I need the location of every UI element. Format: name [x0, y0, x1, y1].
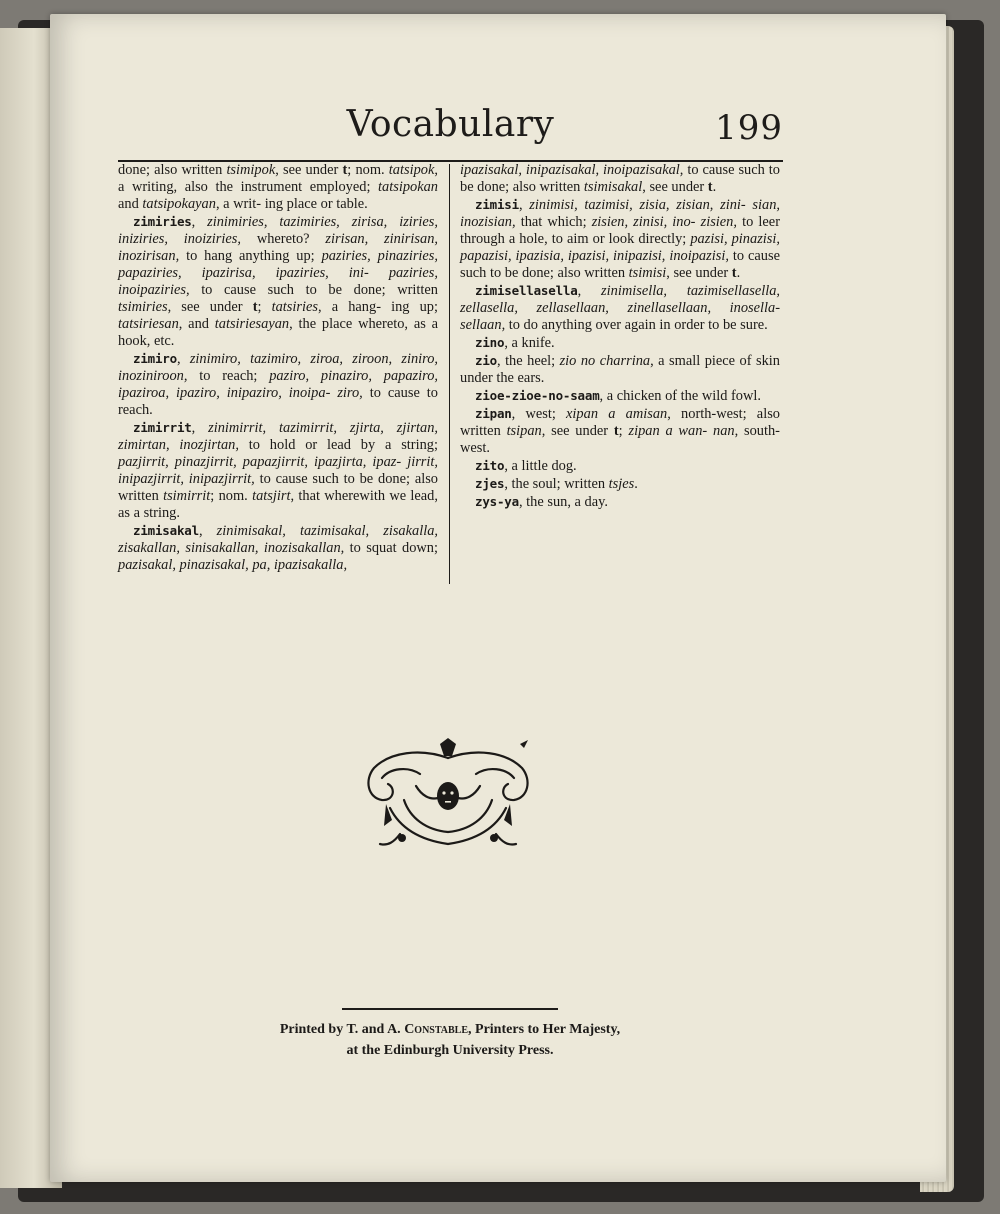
headword: zimisi [475, 197, 519, 212]
definition-text: . [736, 265, 741, 281]
italic-form: tatsjirt [252, 488, 291, 504]
italic-form: tsjes [608, 476, 635, 492]
italic-form: tsipan [506, 423, 542, 439]
definition-text: , [176, 351, 190, 367]
italic-form: tatsipok [388, 162, 435, 178]
headword: zipan [475, 406, 512, 421]
definition-text: , [577, 283, 602, 299]
definition-text: done; also written [118, 162, 227, 178]
vocabulary-entry [460, 162, 780, 196]
definition-text: to cause such to be done; written [189, 282, 438, 298]
italic-form: tatsipokan [378, 179, 438, 195]
vocabulary-entry [118, 419, 438, 522]
definition-text: to cause such to be done; also written [118, 471, 438, 504]
italic-form: zinimisi, tazimisi, zisia, zisian, zini- sian, inozisian, [460, 197, 781, 230]
italic-form: tatsiriesayan [214, 316, 290, 332]
definition-text: , the heel; [496, 353, 560, 369]
definition-text: , see under [642, 179, 708, 195]
printer-name: Constable [404, 1022, 469, 1037]
vocabulary-entry [460, 352, 780, 387]
bold-reference: t [252, 299, 258, 315]
definition-text: , a writ- ing place or table. [215, 196, 368, 212]
definition-text: to reach; [187, 368, 270, 384]
bold-reference: t [342, 162, 348, 178]
definition-text: to cause such to be done; also written [460, 248, 780, 281]
headword: zino [475, 335, 505, 350]
definition-text: ; [257, 299, 272, 315]
italic-form: tsimiries [118, 299, 168, 315]
headword: zimirrit [133, 420, 192, 435]
italic-form: paziro, pinaziro, papaziro, ipaziroa, ipaziro, inipaziro, inoipa- ziro, [118, 368, 438, 401]
vocabulary-entry [118, 522, 438, 574]
vocabulary-entry [460, 405, 780, 457]
italic-form: zirisan, zinirisan, inozirisan, [118, 231, 438, 264]
definition-text: , [518, 197, 530, 213]
bold-reference: t [731, 265, 737, 281]
definition-text: , south-west. [460, 423, 780, 456]
vocabulary-entry [460, 475, 780, 493]
definition-text: , [198, 523, 217, 539]
definition-text: . [712, 179, 717, 195]
headword: zjes [475, 476, 505, 491]
definition-text: , see under [541, 423, 614, 439]
vocabulary-entry [118, 162, 438, 213]
italic-form: zisien, zinisi, ino- zisien, [591, 214, 737, 230]
italic-form: zinimisella, tazimisellasella, zellasella, zellasellaan, zinellasellaan, inosella- sellaan, [460, 283, 780, 333]
italic-form: tsimisi [628, 265, 667, 281]
headword: zito [475, 458, 505, 473]
colophon-text: , Printers to Her Majesty, [468, 1022, 621, 1037]
definition-text: , the soul; written [504, 476, 609, 492]
definition-text: to leer through a hole, to aim or look directly; [460, 214, 780, 247]
vocabulary-entry [460, 387, 780, 405]
italic-form: tsimirrit [163, 488, 211, 504]
definition-text: , a chicken of the wild fowl. [599, 388, 761, 404]
definition-text: to cause to reach. [118, 385, 438, 418]
vocabulary-entry [118, 213, 438, 350]
vocabulary-entry [460, 282, 780, 334]
headword: zioe-zioe-no-saam [475, 388, 600, 403]
vocabulary-entry [460, 493, 780, 511]
definition-text: that which; [515, 214, 592, 230]
italic-form: tatsiries [271, 299, 318, 315]
definition-text: ; nom. [210, 488, 253, 504]
vocabulary-entry [118, 350, 438, 419]
definition-text: , see under [666, 265, 732, 281]
page-number: 199 [715, 108, 783, 148]
italic-form: zinimisakal, tazimisakal, zisakalla, zisakallan, sinisakallan, inozisakallan, [118, 523, 438, 556]
bold-reference: t [707, 179, 713, 195]
definition-text: , north-west; also written [460, 406, 780, 439]
headword: zio [475, 353, 497, 368]
definition-text: , west; [511, 406, 567, 422]
italic-form: ipazisakal, inipazisakal, inoipazisakal, [460, 162, 684, 178]
page-title: Vocabulary [346, 104, 555, 145]
definition-text: to squat down; [344, 540, 438, 556]
right-column [460, 162, 780, 511]
italic-form: pazisi, pinazisi, papazisi, ipazisia, ipazisi, inipazisi, inoipazisi, [460, 231, 780, 264]
italic-form: tsimisakal [583, 179, 643, 195]
definition-text: , a small piece of skin under the ears. [460, 353, 780, 386]
italic-form: xipan a amisan [566, 406, 668, 422]
definition-text: to do anything over again in order to be sure. [505, 317, 768, 333]
definition-text: , a writing, also the instrument employed; [118, 162, 438, 195]
definition-text: , a hang- ing up; [318, 299, 439, 315]
italic-form: pazisakal, pinazisakal, pa, ipazisakalla, [118, 557, 348, 573]
headword: zys-ya [475, 494, 519, 509]
italic-form: tsimipok [226, 162, 276, 178]
definition-text: to hang anything up; [179, 248, 322, 264]
definition-text: , [191, 214, 208, 230]
colophon-text: Printed by T. and A. [279, 1022, 405, 1037]
headword: zimisellasella [475, 283, 578, 298]
headword: zimiro [133, 351, 177, 366]
definition-text: , see under [275, 162, 343, 178]
definition-text: to cause such to be done; also written [460, 162, 780, 195]
running-head [118, 104, 783, 156]
left-column [118, 162, 438, 574]
definition-text: , and [178, 316, 215, 332]
definition-text: , that wherewith we lead, as a string. [118, 488, 438, 521]
ornament-vignette-icon [360, 738, 536, 854]
definition-text: ; [618, 423, 629, 439]
vocabulary-entry [460, 457, 780, 475]
vocabulary-entry [460, 334, 780, 352]
italic-form: tatsipokayan [142, 196, 216, 212]
colophon-line-1 [230, 1019, 670, 1040]
headword: zimiries [133, 214, 192, 229]
italic-form: zinimiro, tazimiro, ziroa, ziroon, ziniro, inoziniroon, [118, 351, 438, 384]
definition-text: and [118, 196, 143, 212]
definition-text: , the sun, a day. [518, 494, 608, 510]
definition-text: to hold or lead by a string; [238, 437, 438, 453]
italic-form: zinimiries, tazimiries, zirisa, iziries, iniziries, inoiziries, [118, 214, 438, 247]
book-page [50, 14, 946, 1182]
headword: zimisakal [133, 523, 199, 538]
colophon [230, 1019, 670, 1061]
definition-text: . [634, 476, 638, 492]
vocabulary-entry [460, 196, 780, 282]
definition-text: , a knife. [504, 335, 555, 351]
definition-text: , a little dog. [504, 458, 577, 474]
italic-form: pazjirrit, pinazjirrit, papazjirrit, ipazjirta, ipaz- jirrit, inipazjirrit, inipazjirrit, [118, 454, 438, 487]
italic-form: zio no charrina [559, 353, 651, 369]
italic-form: zinimirrit, tazimirrit, zjirta, zjirtan, zimirtan, inozjirtan, [118, 420, 438, 453]
footer-rule [342, 1008, 558, 1010]
italic-form: paziries, pinaziries, papaziries, ipazirisa, ipaziries, ini- paziries, inoipaziries, [118, 248, 439, 298]
definition-text: , [191, 420, 209, 436]
colophon-line-2: at the Edinburgh University Press. [346, 1043, 554, 1058]
bold-reference: t [613, 423, 619, 439]
definition-text: , the place whereto, as a hook, etc. [118, 316, 438, 349]
column-divider [449, 164, 450, 584]
italic-form: zipan a wan- nan [628, 423, 735, 439]
definition-text: whereto? [240, 231, 326, 247]
definition-text: ; nom. [347, 162, 389, 178]
definition-text: , see under [167, 299, 253, 315]
italic-form: tatsiriesan [118, 316, 179, 332]
